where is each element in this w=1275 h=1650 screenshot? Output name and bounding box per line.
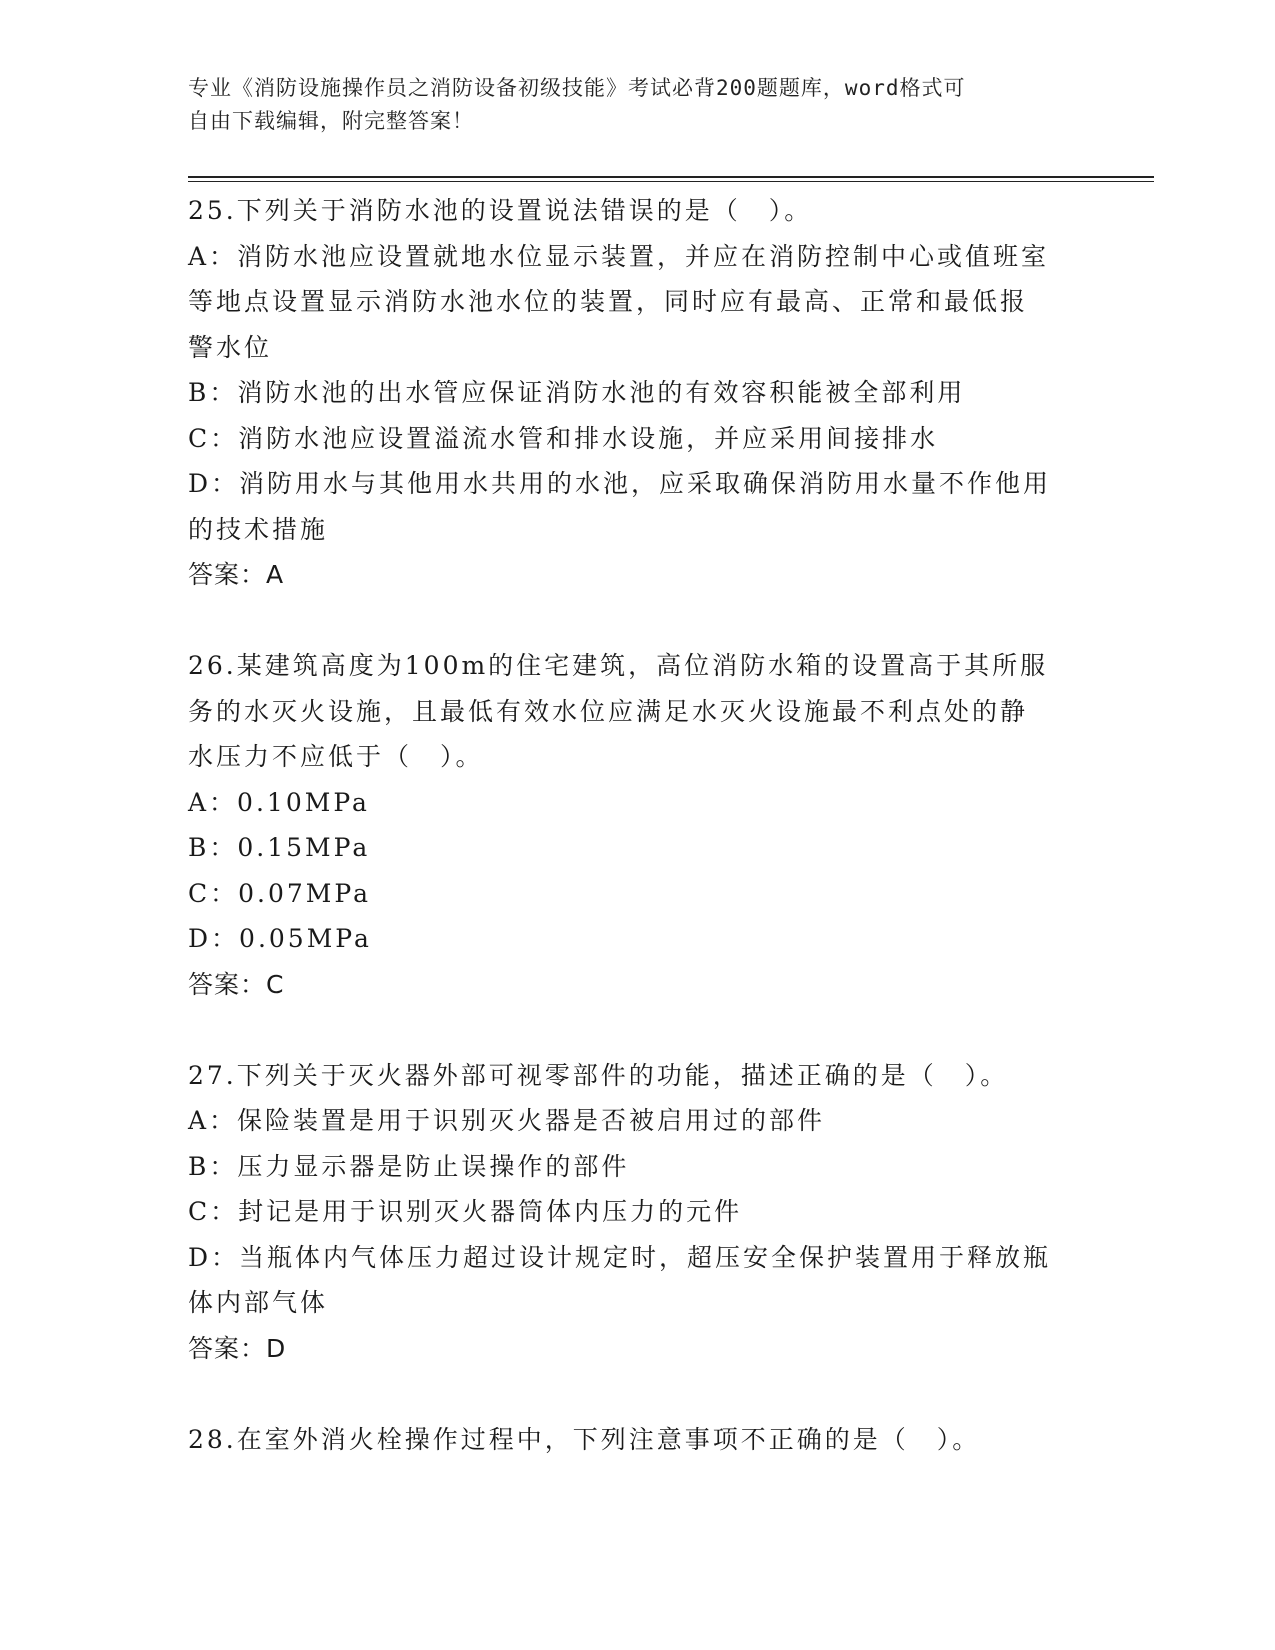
question-stem: 25.下列关于消防水池的设置说法错误的是（ ）。	[188, 196, 813, 225]
question-list	[188, 188, 1088, 1462]
question-27	[188, 1053, 1088, 1372]
option-b: B：0.15MPa	[188, 833, 371, 862]
answer-line: 答案：A	[188, 560, 285, 589]
option-d-line-1: D：消防用水与其他用水共用的水池，应采取确保消防用水量不作他用	[188, 469, 1052, 498]
option-d-line-1: D：当瓶体内气体压力超过设计规定时，超压安全保护装置用于释放瓶	[188, 1242, 1052, 1272]
question-stem: 28.在室外消火栓操作过程中，下列注意事项不正确的是（ ）。	[188, 1424, 981, 1454]
question-spacer	[188, 1371, 1088, 1417]
option-c: C：封记是用于识别灭火器筒体内压力的元件	[188, 1197, 743, 1226]
option-a-line-2: 等地点设置显示消防水池水位的装置，同时应有最高、正常和最低报	[188, 287, 1029, 316]
option-c: C：0.07MPa	[188, 878, 371, 908]
option-a-line-3: 警水位	[188, 332, 273, 362]
header-line-1: 专业《消防设施操作员之消防设备初级技能》考试必背200题题库，word格式可	[188, 76, 966, 100]
option-b: B：压力显示器是防止误操作的部件	[188, 1151, 630, 1181]
answer-line: 答案：C	[188, 969, 285, 999]
question-spacer	[188, 1007, 1088, 1053]
answer-line: 答案：D	[188, 1333, 287, 1363]
question-25	[188, 188, 1088, 598]
option-a-line-1: A：消防水池应设置就地水位显示装置，并应在消防控制中心或值班室	[188, 241, 1050, 271]
header-line-2: 自由下载编辑，附完整答案！	[188, 109, 474, 133]
option-a: A：保险装置是用于识别灭火器是否被启用过的部件	[188, 1106, 826, 1135]
document-header	[188, 72, 1068, 138]
question-stem-line-1: 26.某建筑高度为100m的住宅建筑，高位消防水箱的设置高于其所服	[188, 651, 1049, 680]
option-c: C：消防水池应设置溢流水管和排水设施，并应采用间接排水	[188, 423, 939, 453]
option-a: A：0.10MPa	[188, 787, 370, 817]
option-b: B：消防水池的出水管应保证消防水池的有效容积能被全部利用	[188, 378, 966, 407]
question-spacer	[188, 598, 1088, 644]
header-divider-thin	[188, 181, 1154, 182]
question-stem-line-2: 务的水灭火设施，且最低有效水位应满足水灭火设施最不利点处的静	[188, 696, 1029, 726]
question-28	[188, 1417, 1088, 1463]
header-divider-thick	[188, 176, 1154, 178]
question-stem: 27.下列关于灭火器外部可视零部件的功能，描述正确的是（ ）。	[188, 1060, 1009, 1090]
question-stem-line-3: 水压力不应低于（ ）。	[188, 742, 484, 771]
option-d-line-2: 的技术措施	[188, 514, 329, 544]
option-d-line-2: 体内部气体	[188, 1288, 329, 1317]
option-d: D：0.05MPa	[188, 924, 372, 953]
question-26	[188, 643, 1088, 1007]
